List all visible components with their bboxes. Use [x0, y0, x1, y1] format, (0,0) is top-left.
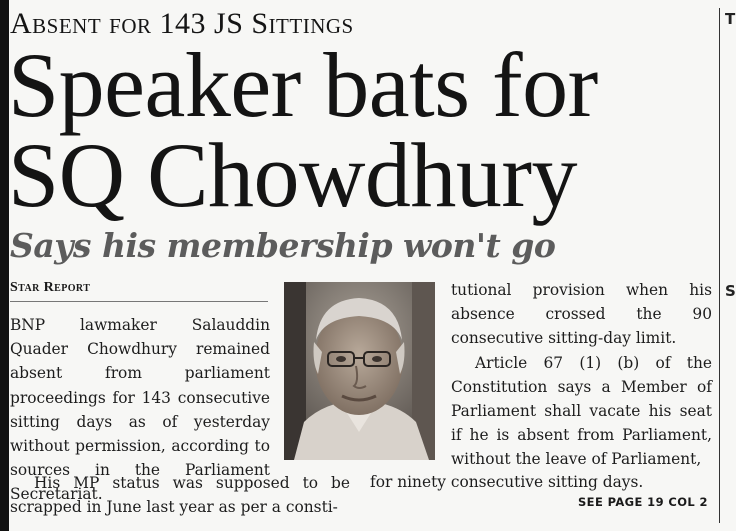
adjacent-fragment-1: T	[725, 10, 736, 28]
article-column-1-continued	[10, 471, 350, 519]
headline-line-2: SQ Chowdhury	[8, 124, 578, 226]
article-column-3-end	[370, 470, 650, 494]
article-paragraph-3: tutional provision when his absence crossed the 90 consecutive sitting-day limit.	[451, 281, 712, 348]
adjacent-column-fragment	[723, 0, 736, 531]
portrait-photo-image	[284, 282, 435, 460]
subheadline: Says his membership won't go	[10, 226, 556, 265]
article-paragraph-4: Article 67 (1) (b) of the Constitution says a Member of Parliament shall vacate his seat if he is absent from Parliament, without the leave of Parliament,	[451, 353, 712, 469]
portrait-photo	[284, 282, 435, 460]
jump-line[interactable]: SEE PAGE 19 COL 2	[578, 495, 708, 509]
byline-divider	[10, 301, 268, 302]
article-column-3	[451, 278, 712, 472]
byline-text: Star Report	[10, 280, 91, 295]
article-paragraph-1: BNP lawmaker Salauddin Quader Chowdhury remained absent from parliament proceedings for 143 consecutive sitting days as of yesterday without permission, according to sources in the Parliament Secretariat.	[10, 316, 270, 504]
article-paragraph-4-end: for ninety consecutive sitting days.	[370, 473, 644, 491]
headline-line-1: Speaker bats for	[8, 34, 598, 136]
article-paragraph-2: His MP status was supposed to be scrapped in June last year as per a consti-	[10, 474, 350, 517]
kicker-text: Absent for 143 JS Sittings	[10, 7, 354, 40]
column-rule	[719, 8, 720, 523]
adjacent-fragment-2: S	[725, 282, 736, 300]
byline	[10, 278, 268, 298]
headline	[8, 34, 713, 226]
